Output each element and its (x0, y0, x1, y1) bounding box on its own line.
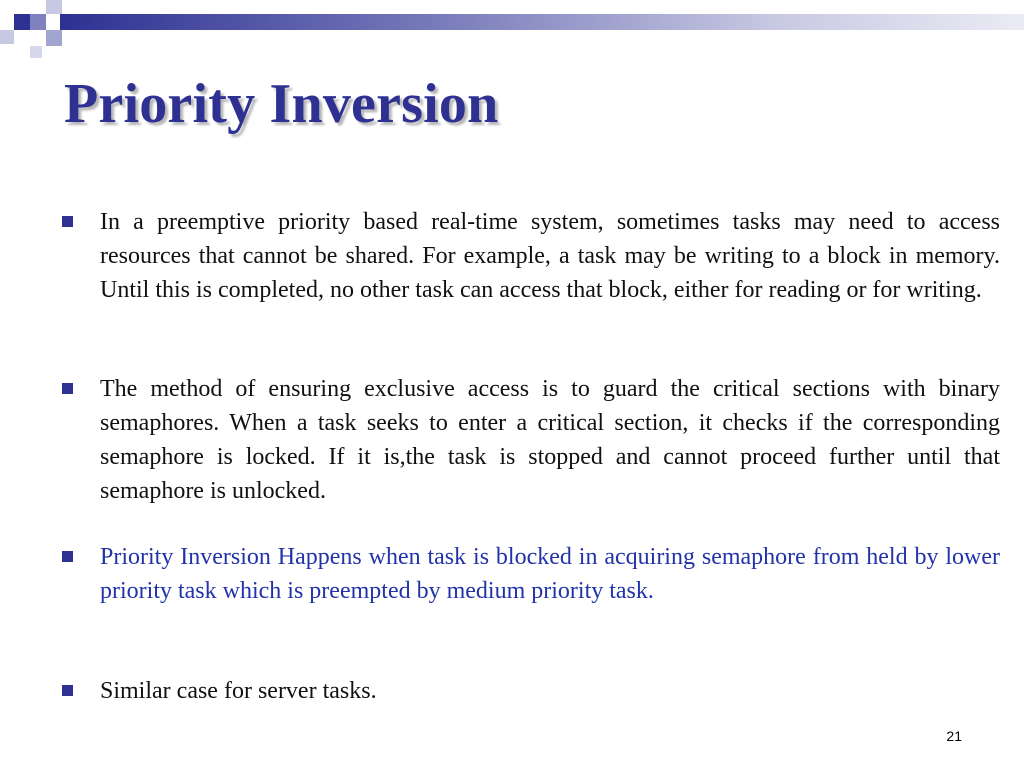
bullet-item (62, 674, 1000, 708)
square-bullet-icon (62, 551, 73, 562)
bullet-text: In a preemptive priority based real-time system, sometimes tasks may need to access resources that cannot be shared. For example, a task may be writing to a block in memory. Until this is completed, no other task can access that block, either for reading or for writing. (100, 209, 1000, 303)
header-decoration (0, 0, 1024, 60)
decor-square (14, 14, 30, 30)
decor-square (46, 0, 62, 14)
decor-square (30, 46, 42, 58)
square-bullet-icon (62, 383, 73, 394)
bullet-item-highlighted (62, 540, 1000, 608)
bullet-text: The method of ensuring exclusive access is to guard the critical sections with binary semaphores. When a task seeks to enter a critical section, it checks if the corresponding semaphore is locked. If it is,the task is stopped and cannot proceed further until that semaphore is unlocked. (100, 376, 1000, 504)
square-bullet-icon (62, 685, 73, 696)
decor-square (30, 14, 46, 30)
bullet-text: Similar case for server tasks. (100, 678, 377, 704)
decor-square (46, 30, 62, 46)
decor-square (0, 30, 14, 44)
page-number: 21 (946, 728, 962, 744)
slide-title: Priority Inversion (64, 73, 499, 135)
bullet-text: Priority Inversion Happens when task is blocked in acquiring semaphore from held by lower priority task which is preempted by medium priority task. (100, 544, 1000, 604)
header-gradient-bar (60, 14, 1024, 30)
bullet-item (62, 205, 1000, 307)
bullet-item (62, 372, 1000, 508)
square-bullet-icon (62, 216, 73, 227)
